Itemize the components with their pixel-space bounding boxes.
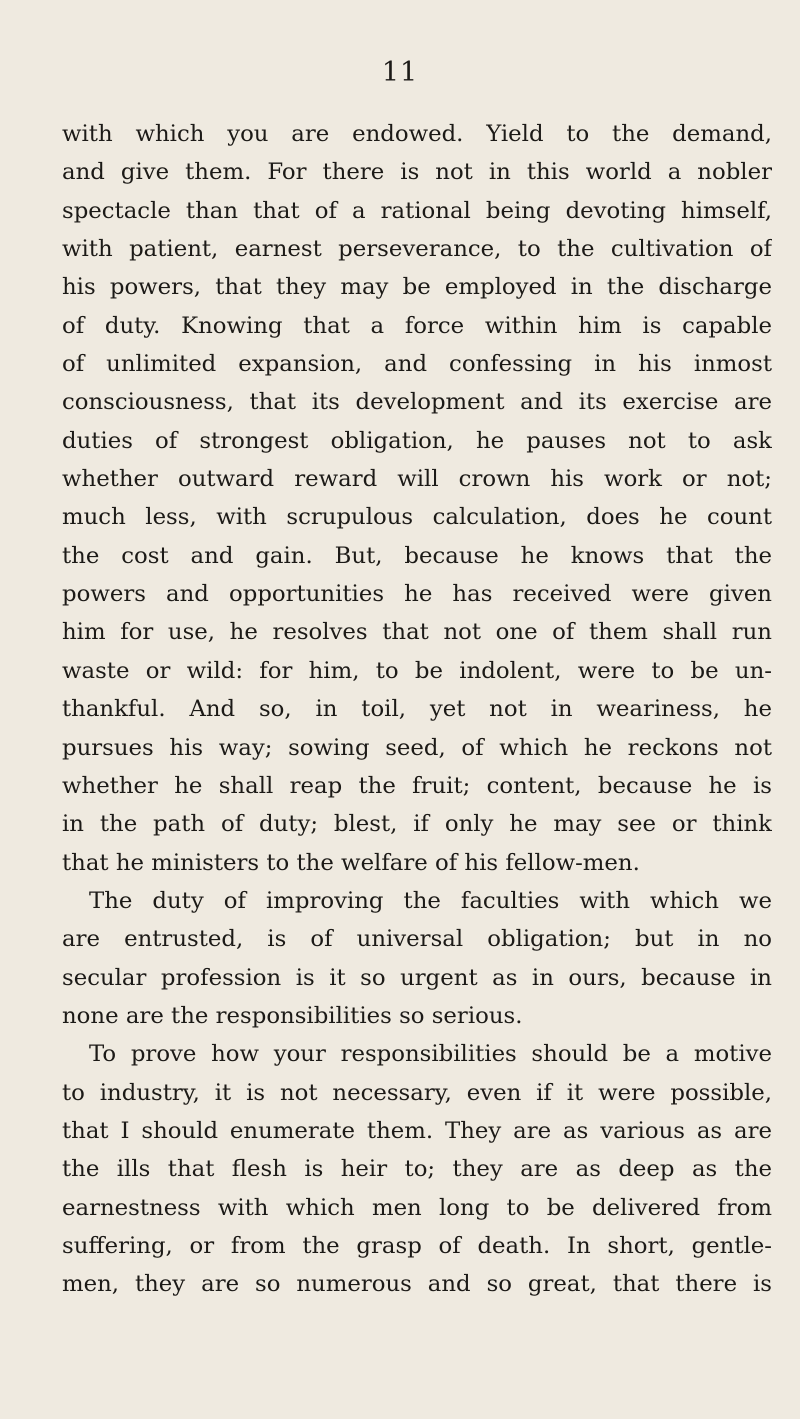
text-line: thankful. And so, in toil, yet not in weariness, he: [62, 696, 772, 723]
text-line: pursues his way; sowing seed, of which he reckons not: [62, 734, 772, 761]
text-line: consciousness, that its development and its exercise are: [62, 389, 772, 416]
text-line: with which you are endowed. Yield to the demand,: [62, 121, 772, 147]
text-line: much less, with scrupulous calculation, does he count: [62, 504, 772, 531]
text-line: him for use, he resolves that not one of them shall run: [62, 619, 772, 646]
text-line: whether outward reward will crown his work or not;: [62, 466, 772, 493]
text-line: of unlimited expansion, and confessing in his inmost: [62, 351, 772, 378]
text-line: to industry, it is not necessary, even if it were possible,: [62, 1079, 772, 1106]
page-number: 11: [381, 57, 419, 88]
text-line: the ills that flesh is heir to; they are as deep as the: [62, 1156, 772, 1183]
text-line: men, they are so numerous and so great, that there is: [62, 1271, 772, 1298]
text-line: suffering, or from the grasp of death. In short, gentle-: [62, 1232, 772, 1259]
text-line: in the path of duty; blest, if only he may see or think: [62, 811, 772, 838]
body-text: [62, 115, 772, 1304]
text-line: powers and opportunities he has received were given: [62, 581, 772, 608]
text-line: whether he shall reap the fruit; content, because he is: [62, 772, 772, 799]
text-line: of duty. Knowing that a force within him is capable: [62, 312, 772, 339]
text-line: duties of strongest obligation, he pauses not to ask: [62, 427, 772, 454]
text-line: secular profession is it so urgent as in ours, because in: [62, 964, 772, 991]
text-line: with patient, earnest perseverance, to the cultivation of: [62, 236, 772, 263]
text-line: earnestness with which men long to be delivered from: [62, 1194, 772, 1221]
text-line-paragraph-start: The duty of improving the faculties with which we: [89, 887, 772, 914]
text-line-paragraph-start: To prove how your responsibilities should be a motive: [89, 1041, 772, 1068]
text-line: his powers, that they may be employed in the discharge: [62, 274, 772, 301]
text-line: the cost and gain. But, because he knows that the: [62, 542, 772, 569]
text-line: spectacle than that of a rational being devoting himself,: [62, 197, 772, 224]
text-line: that I should enumerate them. They are as various as are: [62, 1117, 772, 1144]
text-line: are entrusted, is of universal obligation; but in no: [62, 926, 772, 953]
text-line-paragraph-end: none are the responsibilities so serious.: [62, 1002, 523, 1029]
text-line: waste or wild: for him, to be indolent, were to be un-: [62, 657, 772, 684]
text-line-paragraph-end: that he ministers to the welfare of his fellow-men.: [62, 849, 640, 876]
text-line: and give them. For there is not in this world a nobler: [62, 159, 772, 186]
